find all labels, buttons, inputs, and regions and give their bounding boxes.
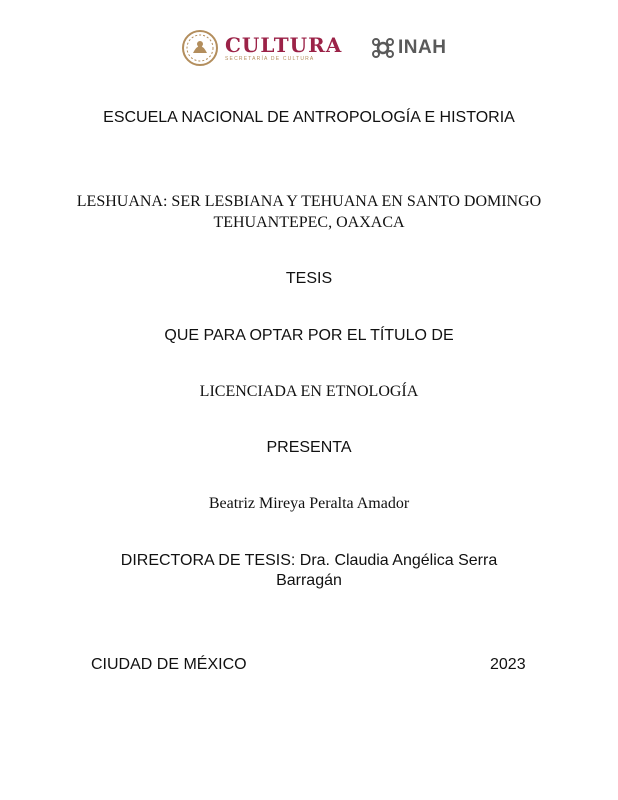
degree-name: LICENCIADA EN ETNOLOGÍA xyxy=(199,383,419,400)
institution-name: ESCUELA NACIONAL DE ANTROPOLOGÍA E HISTORIA xyxy=(103,109,515,126)
cultura-logo xyxy=(181,28,342,68)
inah-wordmark: INAH xyxy=(398,37,447,58)
advisor-line2: Barragán xyxy=(276,572,342,589)
presents-label: PRESENTA xyxy=(266,439,352,456)
inah-logo xyxy=(370,35,446,61)
year: 2023 xyxy=(490,656,526,673)
inah-glyph-icon xyxy=(370,35,396,61)
author-name: Beatriz Mireya Peralta Amador xyxy=(208,495,410,512)
degree-purpose: QUE PARA OPTAR POR EL TÍTULO DE xyxy=(164,327,454,344)
thesis-title-line1: LESHUANA: SER LESBIANA Y TEHUANA EN SANTO DOMINGO xyxy=(76,193,542,210)
cultura-subtitle: SECRETARÍA DE CULTURA xyxy=(225,55,315,62)
document-type: TESIS xyxy=(285,270,333,287)
advisor-line1: DIRECTORA DE TESIS: Dra. Claudia Angélica Serra xyxy=(120,552,498,569)
thesis-title-line2: TEHUANTEPEC, OAXACA xyxy=(213,214,405,231)
cultura-wordmark: CULTURA xyxy=(225,32,343,57)
mexico-emblem-icon xyxy=(181,29,219,67)
city: CIUDAD DE MÉXICO xyxy=(91,656,247,673)
